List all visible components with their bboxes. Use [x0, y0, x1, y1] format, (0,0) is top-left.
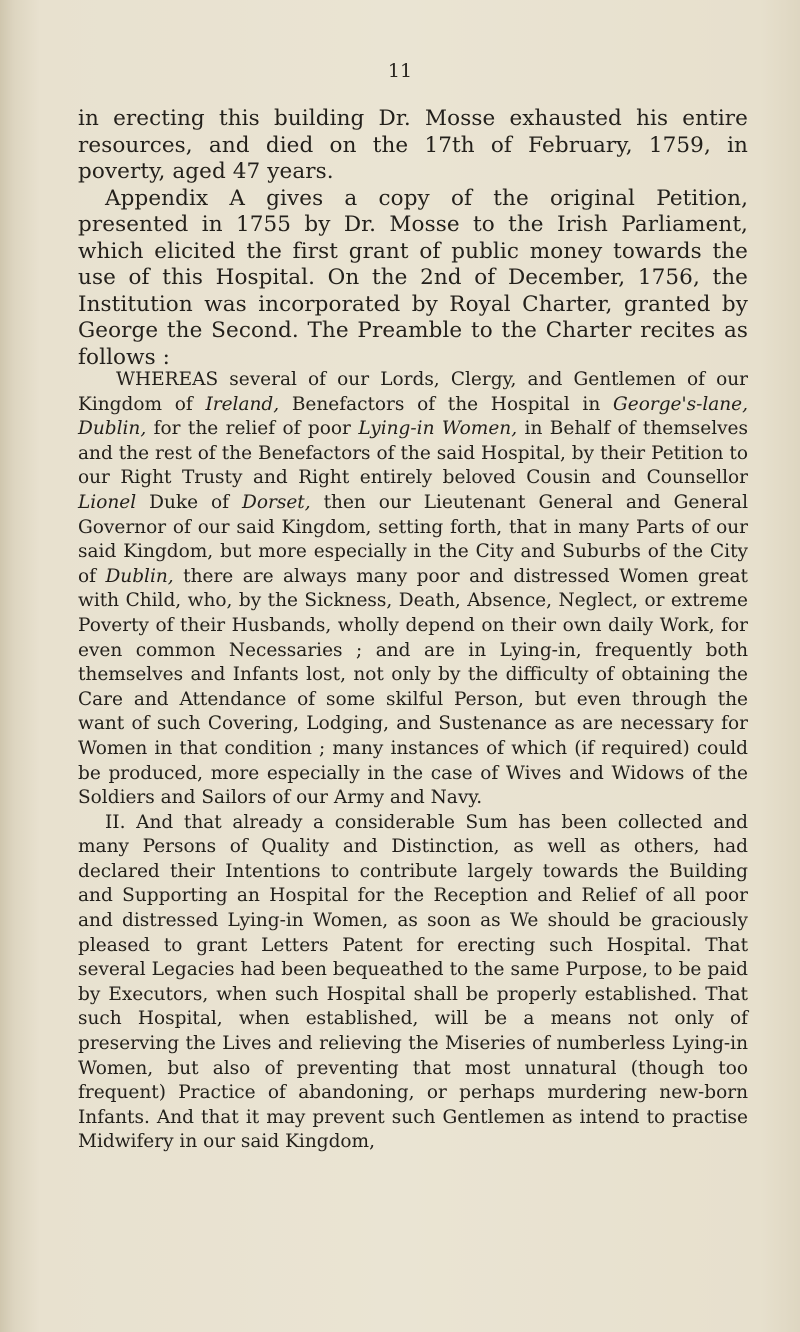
- intro-text: [78, 106, 748, 371]
- text-run: then our Lieutenant General and General Governor of our said Kingdom, setting forth, that in many Parts of our said Kingdom, but more especially in the City and Suburbs of the City of: [78, 491, 748, 587]
- intro-paragraph-2: Appendix A gives a copy of the original Petition, presented in 1755 by Dr. Mosse to the Irish Parliament, which elicited the first grant of public money towards the use of this Hospital. On the 2nd of December, 1756, the Institution was incorporated by Royal Charter, granted by George the Second. The Preamble to the Charter recites as follows :: [78, 185, 748, 370]
- italic-run: Lying-in Women,: [358, 418, 518, 440]
- italic-run: George's-lane, Dublin,: [78, 393, 749, 440]
- italic-run: Ireland,: [205, 393, 280, 415]
- text-run: Benefactors of the Hospital in: [279, 393, 613, 415]
- text-run: WHEREAS several of our Lords, Clergy, and Gentlemen of our Kingdom of: [78, 369, 748, 415]
- charter-paragraph-2: II. And that already a considerable Sum has been collected and many Persons of Quality and Distinction, as well as others, had declared their Intentions to contribute largely towards the Building and Supporting an Hospital for the Reception and Relief of all poor and distressed Lying-in Women, as soon as We should be graciously pleased to grant Letters Patent for erecting such Hospital. That several Legacies had been bequeathed to the same Purpose, to be paid by Executors, when such Hospital shall be properly established. That such Hospital, when established, will be a means not only of preserving the Lives and relieving the Miseries of numberless Lying-in Women, but also of preventing that most unnatural (though too frequent) Practice of abandoning, or perhaps murdering new-born Infants. And that it may prevent such Gentlemen as intend to practise Midwifery in our said Kingdom,: [78, 811, 748, 1153]
- text-run: in Behalf of themselves and the rest of the Benefactors of the said Hospital, by their Petition to our Right Trusty and Right entirely beloved Cousin and Counsellor: [78, 418, 749, 489]
- charter-preamble: [78, 368, 748, 1155]
- text-run: there are always many poor and distressed Women great with Child, who, by the Sickness, Death, Absence, Neglect, or extreme Poverty of their Husbands, wholly depend on their own daily Work, for even common Necessaries ; and are in Lying-in, frequently both themselves and Infants lost, not only by the difficulty of obtaining the Care and Attendance of some skilful Person, but even through the want of such Covering, Lodging, and Sustenance as are necessary for Women in that condition ; many instances of which (if required) could be produced, more especially in the case of Wives and Widows of the Soldiers and Sailors of our Army and Navy.: [78, 565, 748, 809]
- italic-run: Dublin,: [105, 565, 174, 587]
- italic-run: Lionel: [78, 491, 137, 513]
- text-run: Duke of: [136, 491, 243, 513]
- text-run: for the relief of poor: [146, 418, 359, 440]
- page-number: 11: [387, 60, 413, 82]
- charter-paragraph-1: [78, 368, 748, 811]
- intro-paragraph-1: in erecting this building Dr. Mosse exhausted his entire resources, and died on the 17th of February, 1759, in poverty, aged 47 years.: [78, 106, 748, 184]
- italic-run: Dorset,: [242, 491, 311, 513]
